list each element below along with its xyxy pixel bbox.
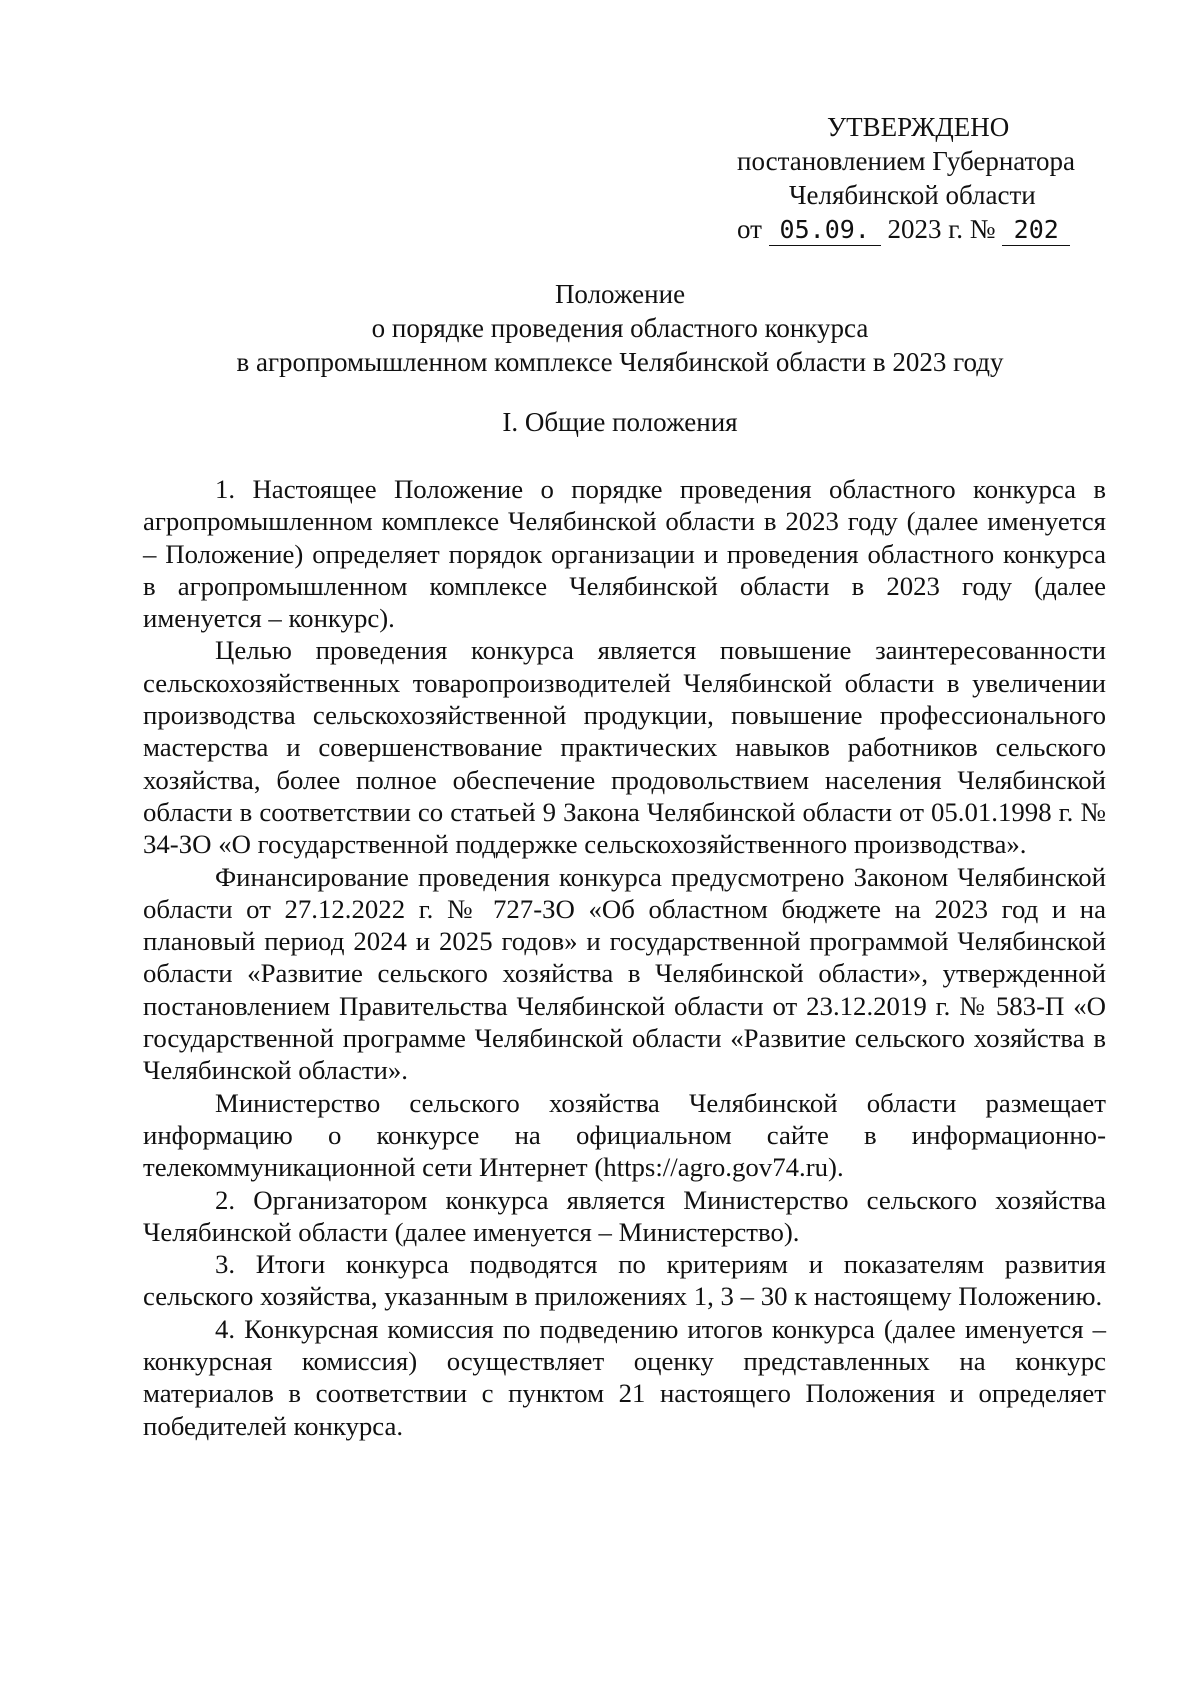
heading-line-3: в агропромышленном комплексе Челябинской области в 2023 году (236, 347, 1004, 377)
paragraph-2: Целью проведения конкурса является повышение заинтересованности сельскохозяйственных товаропроизводителей Челябинской области в увеличении производства сельскохозяйственной продукции, повышение профессионального мастерства и совершенствование практических навыков работников сельского хозяйства, более полное обеспечение продовольствием населения Челябинской области в соответствии со статьей 9 Закона Челябинской области от 05.01.1998 г. № 34-ЗО «О государственной поддержке сельскохозяйственного производства». (143, 635, 1106, 860)
approval-line-region: Челябинской области (789, 180, 1036, 210)
paragraph-5: 2. Организатором конкурса является Министерство сельского хозяйства Челябинской области (далее именуется – Министерство). (143, 1184, 1106, 1247)
paragraph-7: 4. Конкурсная комиссия по подведению итогов конкурса (далее именуется – конкурсная комиссия) осуществляет оценку представленных на конкурс материалов в соответствии с пунктом 21 настоящего Положения и определяет победителей конкурса. (143, 1313, 1106, 1441)
approval-stamp (737, 110, 1137, 246)
approval-number-value: 202 (1002, 215, 1070, 246)
paragraph-4: Министерство сельского хозяйства Челябинской области размещает информацию о конкурсе на официальном сайте в информационно-телекоммуникационной сети Интернет (https://agro.gov74.ru). (143, 1087, 1106, 1183)
section-title: I. Общие положения (502, 407, 738, 437)
heading-line-2: о порядке проведения областного конкурса (371, 313, 869, 343)
approval-date-line (737, 212, 1137, 246)
approval-date-year: 2023 г. № (887, 214, 996, 244)
paragraph-1: 1. Настоящее Положение о порядке проведения областного конкурса в агропромышленном комплексе Челябинской области в 2023 году (далее именуется – Положение) определяет порядок организации и проведения областного конкурса в агропромышленном комплексе Челябинской области в 2023 году (далее именуется – конкурс). (143, 474, 1106, 634)
approval-line-decree: постановлением Губернатора (737, 146, 1075, 176)
document-body (143, 473, 1106, 1442)
paragraph-3: Финансирование проведения конкурса предусмотрено Законом Челябинской области от 27.12.2022 г. № 727-ЗО «Об областном бюджете на 2023 год и на плановый период 2024 и 2025 годов» и государственной программой Челябинской области «Развитие сельского хозяйства в Челябинской области», утвержденной постановлением Правительства Челябинской области от 23.12.2019 г. № 583-П «О государственной программе Челябинской области «Развитие сельского хозяйства в Челябинской области». (143, 861, 1106, 1086)
approval-title: УТВЕРЖДЕНО (827, 112, 1010, 142)
heading-line-1: Положение (554, 279, 686, 309)
approval-date-value: 05.09. (769, 215, 881, 246)
paragraph-6: 3. Итоги конкурса подводятся по критериям и показателям развития сельского хозяйства, указанным в приложениях 1, 3 – 30 к настоящему Положению. (143, 1249, 1106, 1312)
approval-date-prefix: от (737, 214, 762, 244)
document-heading (140, 277, 1100, 379)
